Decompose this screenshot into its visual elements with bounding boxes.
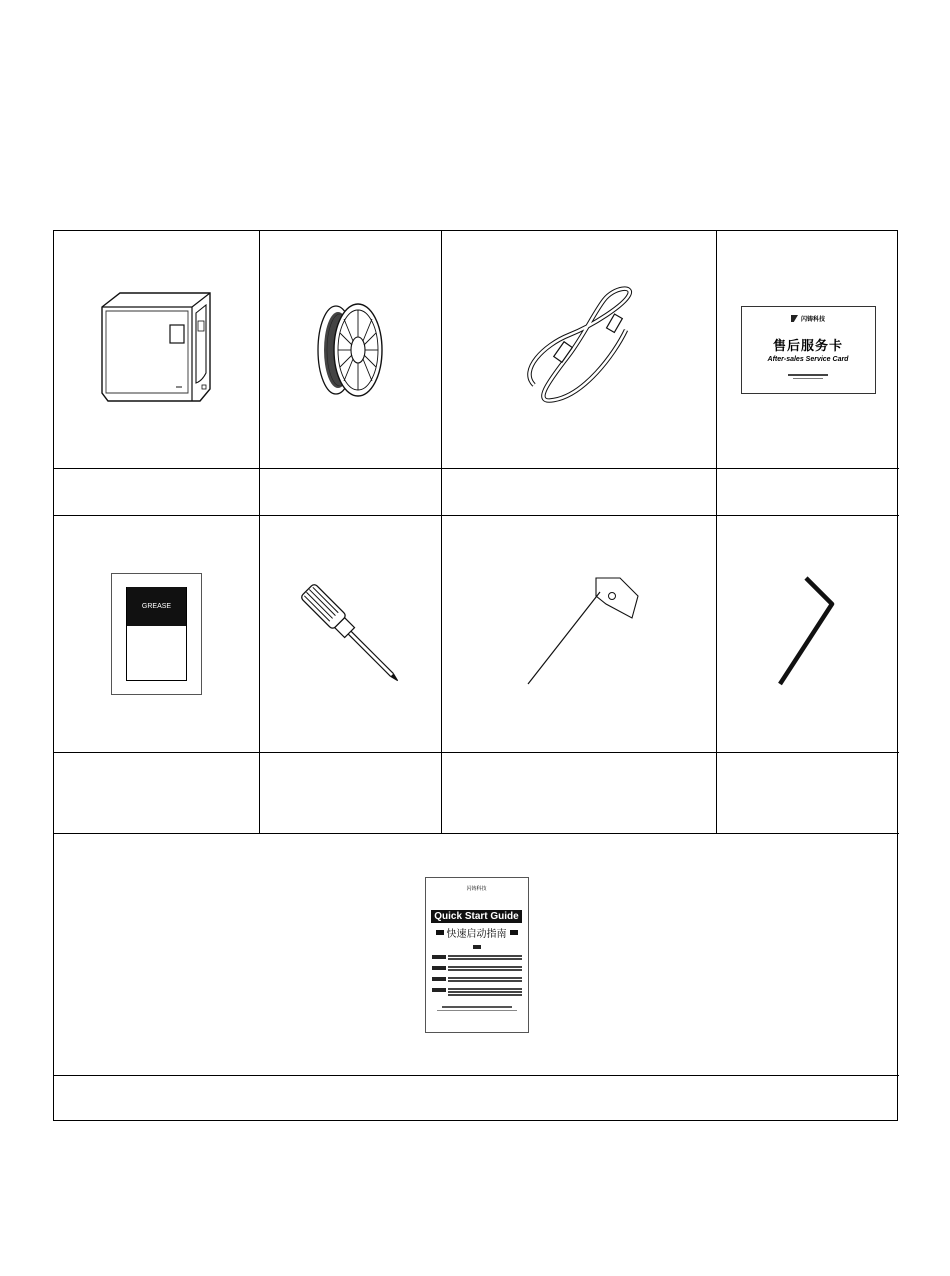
service-card-illustration bbox=[741, 306, 876, 394]
booklet-section bbox=[432, 966, 522, 971]
service-card-caption bbox=[717, 469, 899, 516]
hex-key-caption bbox=[717, 753, 899, 834]
brand-logo-icon bbox=[791, 315, 798, 322]
printer-image-cell bbox=[54, 231, 260, 469]
power-cable-caption bbox=[442, 469, 717, 516]
service-card-brand: 闪铸科技 bbox=[800, 317, 825, 323]
booklet-title-en: Quick Start Guide bbox=[431, 910, 521, 923]
quick-start-guide-illustration bbox=[425, 877, 529, 1033]
service-card-logo bbox=[791, 313, 825, 325]
service-card-title-en: After-sales Service Card bbox=[767, 355, 849, 363]
printer-caption bbox=[54, 469, 260, 516]
filament-image-cell bbox=[260, 231, 442, 469]
booklet-footer-line bbox=[437, 1010, 517, 1011]
service-card-title-cn: 售后服务卡 bbox=[772, 338, 843, 354]
quick-start-guide-caption bbox=[54, 1076, 899, 1120]
booklet-section bbox=[432, 977, 522, 982]
screwdriver-caption bbox=[260, 753, 442, 834]
quick-start-guide-image-cell bbox=[54, 834, 899, 1076]
filament-caption bbox=[260, 469, 442, 516]
booklet-footer-line bbox=[442, 1006, 512, 1008]
booklet-section bbox=[432, 955, 522, 960]
grease-label: GREASE bbox=[127, 587, 186, 626]
filament-spool-illustration bbox=[306, 295, 396, 405]
booklet-title-cn-wrap bbox=[436, 925, 518, 940]
grease-caption bbox=[54, 753, 260, 834]
unclogging-pin-image-cell bbox=[442, 516, 717, 753]
power-cable-image-cell bbox=[442, 231, 717, 469]
packing-list-table bbox=[53, 230, 898, 1121]
booklet-logo: 闪铸科技 bbox=[466, 885, 487, 892]
service-card-text-line bbox=[788, 374, 828, 376]
power-cable-illustration bbox=[514, 285, 644, 415]
booklet-title-cn: 快速启动指南 bbox=[446, 928, 507, 940]
service-card-text-line bbox=[793, 378, 823, 379]
service-card-image-cell bbox=[717, 231, 899, 469]
grease-image-cell bbox=[54, 516, 260, 753]
hex-key-image-cell bbox=[717, 516, 899, 753]
screwdriver-illustration bbox=[286, 574, 416, 694]
unclogging-pin-caption bbox=[442, 753, 717, 834]
unclogging-pin-illustration bbox=[514, 574, 644, 694]
hex-key-illustration bbox=[758, 574, 858, 694]
booklet-tag bbox=[473, 945, 481, 949]
booklet-section bbox=[432, 988, 522, 996]
grease-sachet-illustration bbox=[111, 573, 202, 695]
screwdriver-image-cell bbox=[260, 516, 442, 753]
printer-illustration bbox=[92, 285, 222, 415]
